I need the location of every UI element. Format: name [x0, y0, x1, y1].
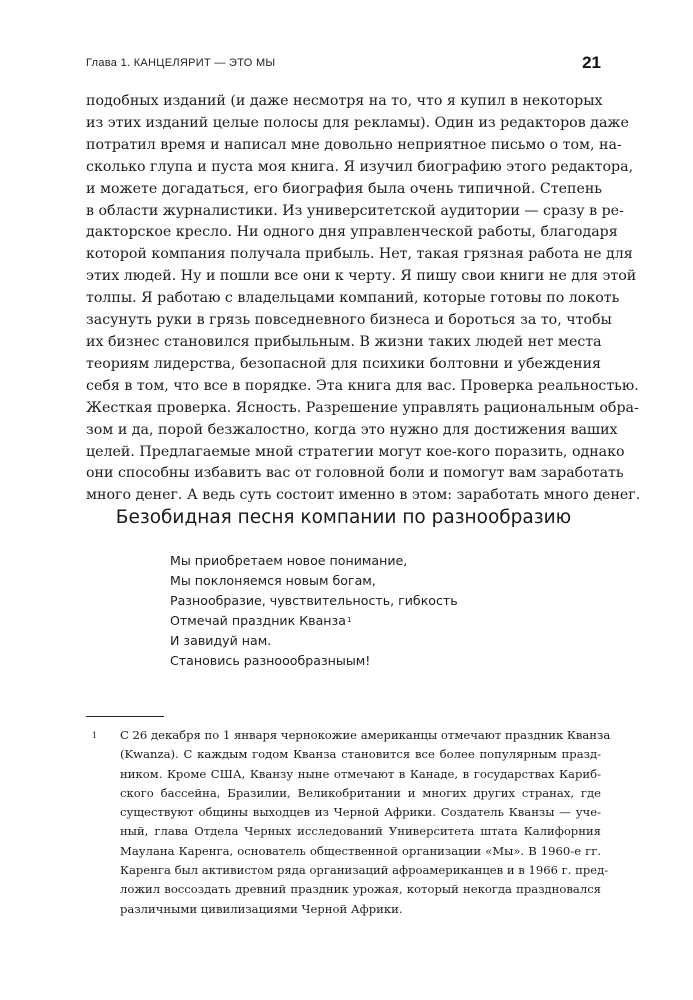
footnote-marker: 1: [92, 731, 98, 740]
verse-line-text: Отмечай праздник Кванза: [170, 613, 346, 628]
body-line: дакторское кресло. Ни одного дня управленческой работы, благодаря: [86, 224, 618, 241]
verse-line: Становись разноообразныым!: [170, 653, 371, 668]
body-paragraph: [86, 91, 641, 507]
verse-line: Мы поклоняемся новым богам,: [170, 573, 376, 588]
body-line: из этих изданий целые полосы для рекламы). Один из редакторов даже: [86, 114, 629, 131]
body-line: толпы. Я работаю с владельцами компаний, которые готовы по локоть: [86, 290, 620, 307]
body-line: себя в том, что все в порядке. Эта книга для вас. Проверка реальностью.: [86, 377, 639, 394]
verse-line: Разнообразие, чувствительность, гибкость: [170, 593, 458, 608]
footnote-line: ложил воссоздать древний праздник урожая, который некогда праздновался: [120, 882, 601, 897]
footnote-line: ником. Кроме США, Кванзу ныне отмечают в Канаде, в государствах Кариб-: [120, 766, 601, 781]
section-title: Безобидная песня компании по разнообразию: [115, 507, 572, 528]
body-line: теориям лидерства, безопасной для психики болтовни и убеждения: [86, 355, 601, 372]
body-line: засунуть руки в грязь повседневного бизнеса и бороться за то, чтобы: [86, 312, 612, 329]
verse-line: Мы приобретаем новое понимание,: [170, 553, 408, 568]
body-line: их бизнес становился прибыльным. В жизни таких людей нет места: [86, 333, 602, 350]
footnote-text: [120, 726, 611, 919]
body-line: этих людей. Ну и пошли все они к черту. Я пишу свои книги не для этой: [86, 268, 637, 285]
footnote-line: (Kwanza). С каждым годом Кванза становится все более популярным празд-: [120, 747, 601, 762]
body-line: много денег. А ведь суть состоит именно в этом: заработать много денег.: [86, 487, 641, 504]
footnote: [86, 726, 611, 919]
running-head: Глава 1. КАНЦЕЛЯРИТ — ЭТО МЫ: [86, 57, 276, 69]
verse-line-with-footnote: [170, 611, 458, 631]
footnote-line: существуют общины выходцев из Черной Африки. Создатель Кванзы — уче-: [120, 805, 601, 820]
song-verse: [170, 551, 458, 671]
body-line: в области журналистики. Из университетской аудитории — сразу в ре-: [86, 202, 624, 219]
body-line: Жесткая проверка. Ясность. Разрешение управлять рациональным обра-: [86, 399, 639, 416]
body-line: которой компания получала прибыль. Нет, такая грязная работа не для: [86, 246, 633, 263]
footnote-divider: [86, 716, 164, 717]
footnote-reference[interactable]: 1: [346, 616, 352, 624]
body-line: сколько глупа и пуста моя книга. Я изучил биографию этого редактора,: [86, 158, 634, 175]
body-line: подобных изданий (и даже несмотря на то, что я купил в некоторых: [86, 93, 603, 109]
body-line: и можете догадаться, его биография была очень типичной. Степень: [86, 180, 603, 197]
page-number: 21: [582, 53, 601, 72]
footnote-line: ского бассейна, Бразилии, Великобритании и многих других странах, где: [120, 785, 601, 800]
body-line: целей. Предлагаемые мной стратегии могут кое-кого поразить, однако: [86, 443, 625, 460]
page-header: [86, 53, 601, 73]
body-line: потратил время и написал мне довольно неприятное письмо о том, на-: [86, 136, 622, 153]
body-line: зом и да, порой безжалостно, когда это нужно для достижения ваших: [86, 421, 618, 438]
footnote-line: ный, глава Отдела Черных исследований Университета штата Калифорния: [120, 824, 601, 839]
footnote-line: Каренга был активистом ряда организаций афроамериканцев и в 1966 г. пред-: [120, 863, 609, 878]
footnote-line: Маулана Каренга, основатель общественной организации «Мы». В 1960-е гг.: [120, 843, 601, 858]
footnote-line: С 26 декабря по 1 января чернокожие американцы отмечают праздник Кванза: [120, 728, 611, 742]
body-line: они способны избавить вас от головной боли и помогут вам заработать: [86, 465, 624, 482]
footnote-line: различными цивилизациями Черной Африки.: [120, 901, 403, 916]
verse-line: И завидуй нам.: [170, 633, 272, 648]
